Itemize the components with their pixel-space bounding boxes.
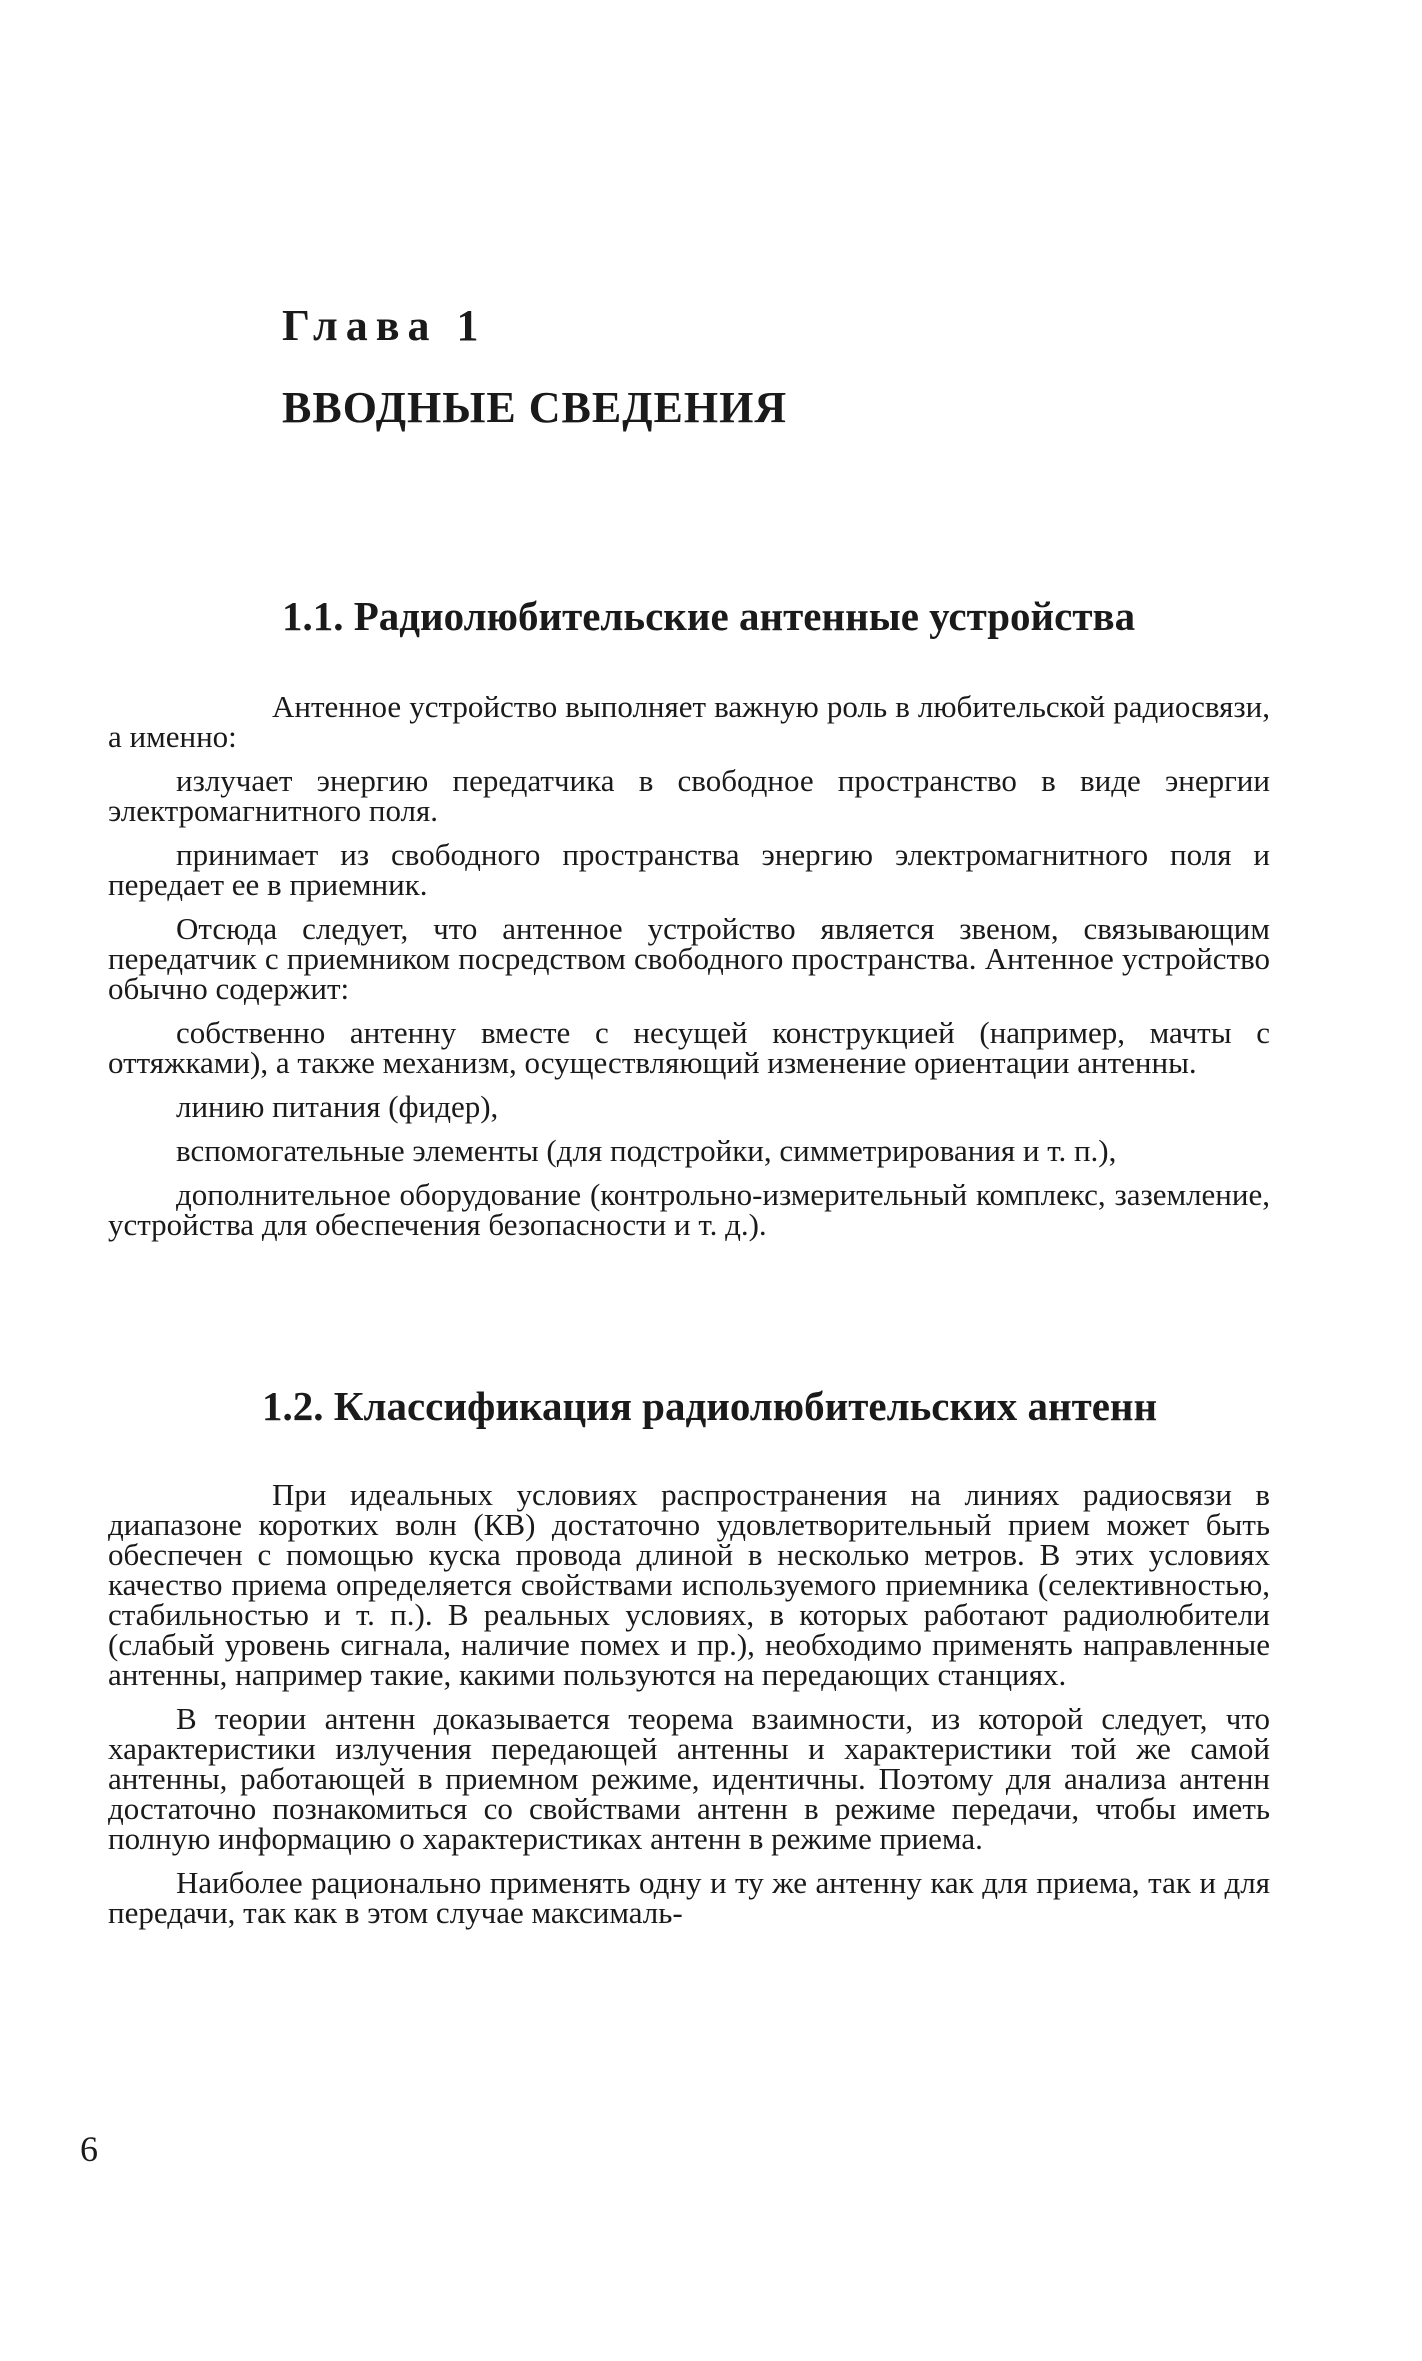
- list-item: дополнительное оборудование (контрольно-измерительный комплекс, заземление, устройства для обеспечения безопасности и т. д.).: [108, 1177, 1270, 1242]
- paragraph: Наиболее рационально применять одну и ту же антенну как для приема, так и для передачи, так как в этом случае максималь-: [108, 1865, 1270, 1930]
- section-title-1-2: 1.2. Классификация радиолюбительских антенн: [262, 1383, 1158, 1429]
- list-item: вспомогательные элементы (для подстройки, симметрирования и т. п.),: [176, 1133, 1117, 1168]
- list-item: линию питания (фидер),: [176, 1089, 499, 1124]
- section-title-1-1: 1.1. Радиолюбительские антенные устройства: [282, 593, 1136, 639]
- chapter-label: Глава 1: [282, 301, 487, 350]
- paragraph: Отсюда следует, что антенное устройство является звеном, связывающим передатчик с приемником посредством свободного пространства. Антенное устройство обычно содержит:: [108, 911, 1270, 1006]
- paragraph: При идеальных условиях распространения на линиях радиосвязи в диапазоне коротких волн (КВ) достаточно удовлетворительный прием может быть обеспечен с помощью куска провода длиной в несколько метров. В этих условиях качество приема определяется свойствами используемого приемника (селективностью, стабильностью и т. п.). В реальных условиях, в которых работают радиолюбители (слабый уровень сигнала, наличие помех и пр.), необходимо применять направленные антенны, например такие, какими пользуются на передающих станциях.: [108, 1477, 1270, 1692]
- list-item: излучает энергию передатчика в свободное пространство в виде энергии электромагнитного поля.: [108, 763, 1270, 828]
- list-item: собственно антенну вместе с несущей конструкцией (например, мачты с оттяжками), а также механизм, осуществляющий изменение ориентации антенны.: [108, 1015, 1270, 1080]
- list-item: принимает из свободного пространства энергию электромагнитного поля и передает ее в приемник.: [108, 837, 1270, 902]
- section-1-2-body: [108, 1477, 1270, 1942]
- chapter-title: ВВОДНЫЕ СВЕДЕНИЯ: [282, 383, 788, 432]
- paragraph: В теории антенн доказывается теорема взаимности, из которой следует, что характеристики излучения передающей антенны и характеристики той же самой антенны, работающей в приемном режиме, идентичны. Поэтому для анализа антенн достаточно познакомиться со свойствами антенн в режиме передачи, чтобы иметь полную информацию о характеристиках антенн в режиме приема.: [108, 1701, 1270, 1856]
- page-number: 6: [80, 2129, 98, 2169]
- paragraph: Антенное устройство выполняет важную роль в любительской радиосвязи, а именно:: [108, 689, 1270, 754]
- section-1-1-body: [108, 689, 1270, 1254]
